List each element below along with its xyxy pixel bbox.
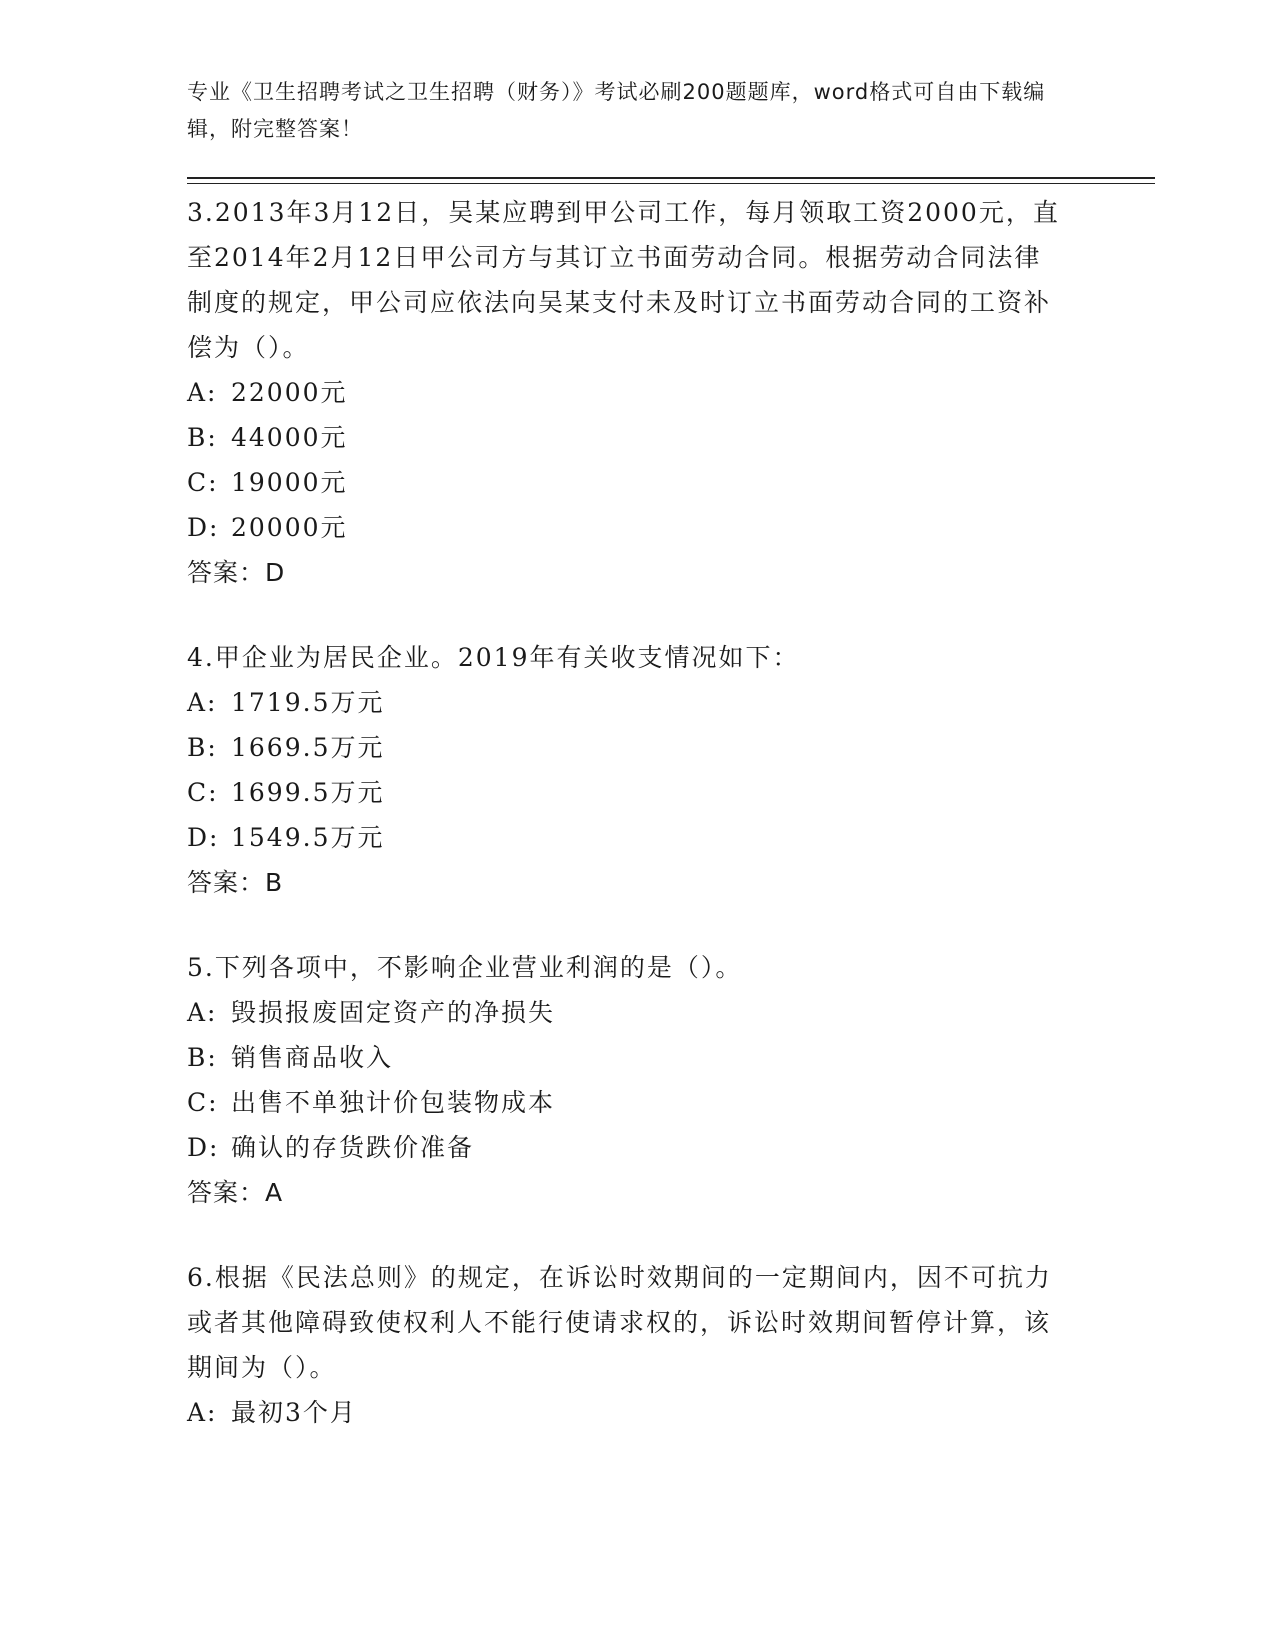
option-letter: B: [187, 733, 218, 762]
option-text: 1699.5万元 [231, 778, 385, 807]
option-text: 销售商品收入 [231, 1043, 394, 1072]
answer-value: D [265, 558, 286, 587]
question-stem: 5.下列各项中，不影响企业营业利润的是（）。 [187, 953, 743, 982]
option-letter: D: [187, 513, 220, 542]
option-text: 19000元 [231, 468, 348, 497]
option-letter: C: [187, 1088, 219, 1117]
option-text: 44000元 [231, 423, 348, 452]
option-letter: C: [187, 468, 219, 497]
option-text: 毁损报废固定资产的净损失 [231, 998, 556, 1027]
question-stem: 6.根据《民法总则》的规定，在诉讼时效期间的一定期间内，因不可抗力或者其他障碍致使权利人不能行使请求权的，诉讼时效期间暂停计算，该期间为（）。 [187, 1263, 1052, 1382]
answer-label: 答案： [187, 558, 266, 587]
question-5 [187, 945, 1067, 1215]
option-text: 1669.5万元 [231, 733, 385, 762]
answer-value: B [265, 868, 284, 897]
header-divider-thin [187, 183, 1155, 184]
option-text: 22000元 [231, 378, 348, 407]
option-list [187, 370, 1067, 550]
option-text: 1549.5万元 [231, 823, 385, 852]
option-c [187, 460, 1067, 505]
answer-label: 答案： [187, 868, 266, 897]
option-letter: C: [187, 778, 219, 807]
option-d [187, 505, 1067, 550]
option-b [187, 415, 1067, 460]
option-letter: A: [187, 378, 218, 407]
option-letter: D: [187, 823, 220, 852]
option-list [187, 1390, 1067, 1435]
answer-line [187, 860, 1067, 905]
option-text: 确认的存货跌价准备 [231, 1133, 475, 1162]
document-header: 专业《卫生招聘考试之卫生招聘（财务）》考试必刷200题题库，word格式可自由下载编辑，附完整答案！ [187, 80, 1046, 141]
option-a [187, 990, 1067, 1035]
answer-line [187, 550, 1067, 595]
option-text: 20000元 [231, 513, 348, 542]
option-list [187, 990, 1067, 1170]
option-text: 1719.5万元 [231, 688, 385, 717]
question-list [187, 190, 1067, 1475]
option-a [187, 1390, 1067, 1435]
option-b [187, 1035, 1067, 1080]
option-d [187, 1125, 1067, 1170]
answer-label: 答案： [187, 1178, 266, 1207]
question-stem: 3.2013年3月12日，吴某应聘到甲公司工作，每月领取工资2000元，直至2014年2月12日甲公司方与其订立书面劳动合同。根据劳动合同法律制度的规定，甲公司应依法向吴某支付未及时订立书面劳动合同的工资补偿为（）。 [187, 198, 1060, 362]
option-letter: B: [187, 1043, 218, 1072]
option-c [187, 770, 1067, 815]
question-stem: 4.甲企业为居民企业。2019年有关收支情况如下： [187, 643, 800, 672]
option-c [187, 1080, 1067, 1125]
option-text: 出售不单独计价包装物成本 [231, 1088, 556, 1117]
option-a [187, 680, 1067, 725]
option-letter: A: [187, 688, 218, 717]
option-list [187, 680, 1067, 860]
header-divider-thick [187, 177, 1155, 179]
option-letter: B: [187, 423, 218, 452]
question-6 [187, 1255, 1067, 1435]
option-text: 最初3个月 [231, 1398, 357, 1427]
question-3 [187, 190, 1067, 595]
option-a [187, 370, 1067, 415]
option-letter: A: [187, 998, 218, 1027]
answer-line [187, 1170, 1067, 1215]
option-b [187, 725, 1067, 770]
option-letter: A: [187, 1398, 218, 1427]
option-letter: D: [187, 1133, 220, 1162]
answer-value: A [265, 1178, 284, 1207]
question-4 [187, 635, 1067, 905]
option-d [187, 815, 1067, 860]
